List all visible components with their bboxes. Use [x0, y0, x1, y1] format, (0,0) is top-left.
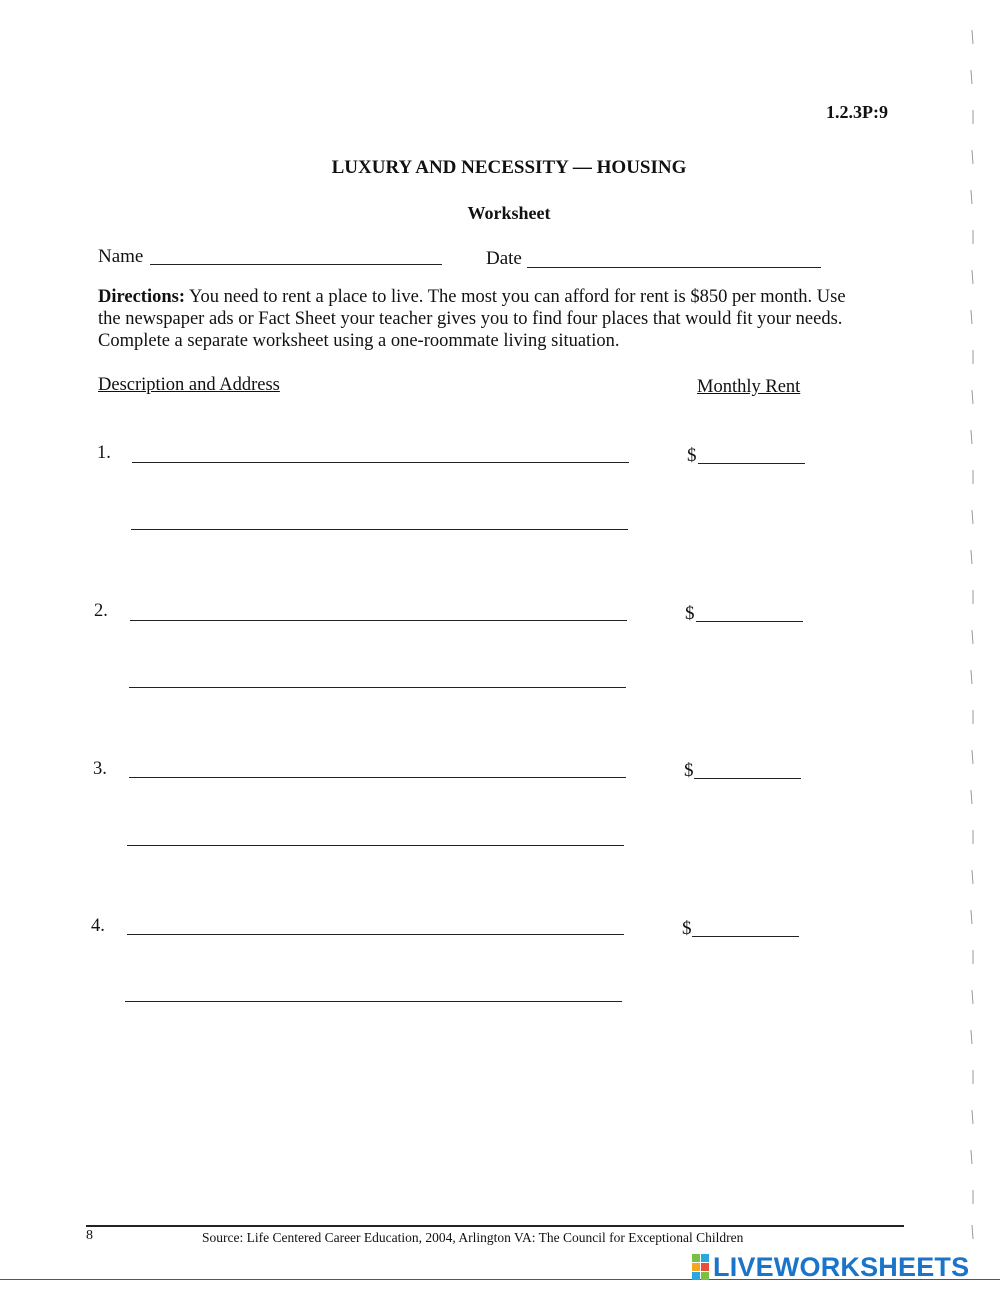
- entry-4-description-line-2[interactable]: [125, 1001, 622, 1002]
- page-subtitle: Worksheet: [467, 203, 551, 223]
- entry-2-currency: $: [685, 603, 695, 624]
- entry-2-description-line-1[interactable]: [130, 620, 627, 621]
- date-field[interactable]: [527, 267, 821, 268]
- entry-4-description-line-1[interactable]: [127, 934, 624, 935]
- binder-edge-marks: [965, 20, 979, 1250]
- entry-number: 4.: [91, 916, 105, 936]
- page-title: LUXURY AND NECESSITY — HOUSING: [331, 157, 687, 178]
- entry-3-rent-field[interactable]: [694, 778, 801, 779]
- name-label: Name: [98, 246, 144, 267]
- description-column-header: Description and Address: [98, 375, 280, 395]
- footer-divider: [86, 1225, 904, 1227]
- entry-3-currency: $: [684, 760, 694, 781]
- entry-3-description-line-1[interactable]: [129, 777, 626, 778]
- directions-line-1: You need to rent a place to live. The most you can afford for rent is $850 per month. Use: [188, 287, 846, 307]
- entry-3-description-line-2[interactable]: [127, 845, 624, 846]
- entry-4-currency: $: [682, 918, 692, 939]
- directions-line-2: the newspaper ads or Fact Sheet your teacher gives you to find four places that would fit your needs.: [98, 309, 843, 329]
- source-citation: Source: Life Centered Career Education, 2004, Arlington VA: The Council for Exceptional Children: [202, 1230, 744, 1245]
- logo-tiles-icon: [692, 1254, 709, 1280]
- monthly-rent-column-header: Monthly Rent: [697, 377, 801, 397]
- page-number: 8: [86, 1228, 93, 1243]
- entry-number: 1.: [97, 443, 111, 463]
- entry-number: 2.: [94, 601, 108, 621]
- entry-1-rent-field[interactable]: [698, 463, 805, 464]
- directions: [98, 286, 898, 352]
- directions-label: Directions:: [98, 287, 185, 307]
- directions-line-3: Complete a separate worksheet using a one-roommate living situation.: [98, 331, 620, 351]
- entry-number: 3.: [93, 759, 107, 779]
- entry-2-rent-field[interactable]: [696, 621, 803, 622]
- entry-1-description-line-2[interactable]: [131, 529, 628, 530]
- entry-2-description-line-2[interactable]: [129, 687, 626, 688]
- entry-1-currency: $: [687, 445, 697, 466]
- name-field[interactable]: [150, 264, 442, 265]
- liveworksheets-logo[interactable]: [692, 1252, 969, 1282]
- date-label: Date: [486, 248, 522, 269]
- brand-name: LIVEWORKSHEETS: [713, 1251, 970, 1282]
- entry-4-rent-field[interactable]: [692, 936, 799, 937]
- document-code: 1.2.3P:9: [826, 102, 888, 122]
- entry-1-description-line-1[interactable]: [132, 462, 629, 463]
